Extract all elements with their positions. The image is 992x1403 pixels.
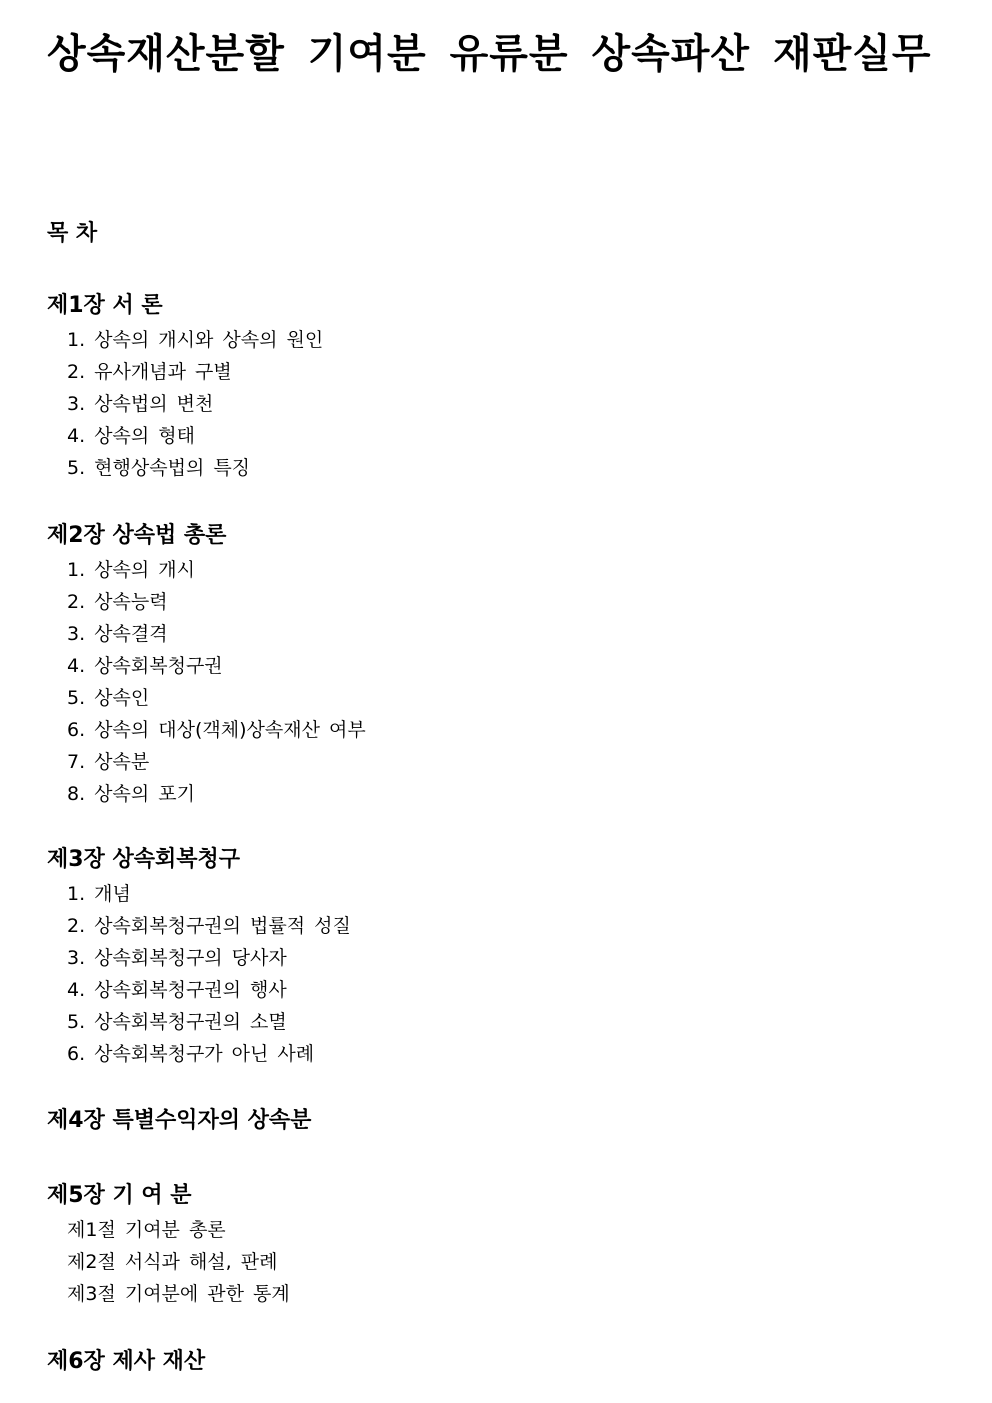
document-title: 상속재산분할 기여분 유류분 상속파산 재판실무 xyxy=(47,31,932,77)
chapter-item: 4. 상속회복청구권 xyxy=(67,655,223,677)
chapter-item: 4. 상속회복청구권의 행사 xyxy=(67,979,287,1001)
chapter-item: 2. 유사개념과 구별 xyxy=(67,361,232,383)
chapter-item: 5. 현행상속법의 특징 xyxy=(67,457,251,479)
chapter-2 xyxy=(47,518,947,810)
chapter-5 xyxy=(47,1178,947,1310)
chapter-item-list xyxy=(47,878,947,1070)
chapter-item: 6. 상속회복청구가 아닌 사례 xyxy=(67,1043,315,1065)
chapter-item: 2. 상속능력 xyxy=(67,591,168,613)
chapter-item: 제3절 기여분에 관한 통계 xyxy=(67,1283,290,1305)
chapter-item-list xyxy=(47,1214,947,1310)
chapter-item: 4. 상속의 형태 xyxy=(67,425,195,447)
chapter-item: 5. 상속회복청구권의 소멸 xyxy=(67,1011,287,1033)
chapter-item-list xyxy=(47,554,947,810)
chapter-item: 3. 상속결격 xyxy=(67,623,168,645)
chapter-item: 1. 상속의 개시 xyxy=(67,559,195,581)
chapter-item: 1. 상속의 개시와 상속의 원인 xyxy=(67,329,324,351)
chapter-item: 8. 상속의 포기 xyxy=(67,783,195,805)
chapter-item: 1. 개념 xyxy=(67,883,131,905)
chapter-title: 제2장 상속법 총론 xyxy=(47,523,227,548)
chapter-item: 6. 상속의 대상(객체)상속재산 여부 xyxy=(67,719,366,741)
chapter-3 xyxy=(47,842,947,1070)
chapter-6 xyxy=(47,1344,947,1380)
chapter-item: 7. 상속분 xyxy=(67,751,150,773)
chapter-item: 5. 상속인 xyxy=(67,687,150,709)
chapter-item: 제2절 서식과 해설, 판례 xyxy=(67,1251,278,1273)
chapter-4 xyxy=(47,1103,947,1139)
chapter-title: 제3장 상속회복청구 xyxy=(47,847,240,872)
chapter-title: 제1장 서 론 xyxy=(47,293,163,318)
chapter-item: 3. 상속법의 변천 xyxy=(67,393,214,415)
chapter-item: 제1절 기여분 총론 xyxy=(67,1219,226,1241)
chapter-item-list xyxy=(47,324,947,484)
chapter-item: 2. 상속회복청구권의 법률적 성질 xyxy=(67,915,351,937)
chapter-1 xyxy=(47,288,947,484)
chapter-title: 제5장 기 여 분 xyxy=(47,1183,192,1208)
toc-heading: 목 차 xyxy=(47,221,98,246)
chapter-item: 3. 상속회복청구의 당사자 xyxy=(67,947,287,969)
chapter-title: 제6장 제사 재산 xyxy=(47,1349,206,1374)
chapter-title: 제4장 특별수익자의 상속분 xyxy=(47,1108,312,1133)
